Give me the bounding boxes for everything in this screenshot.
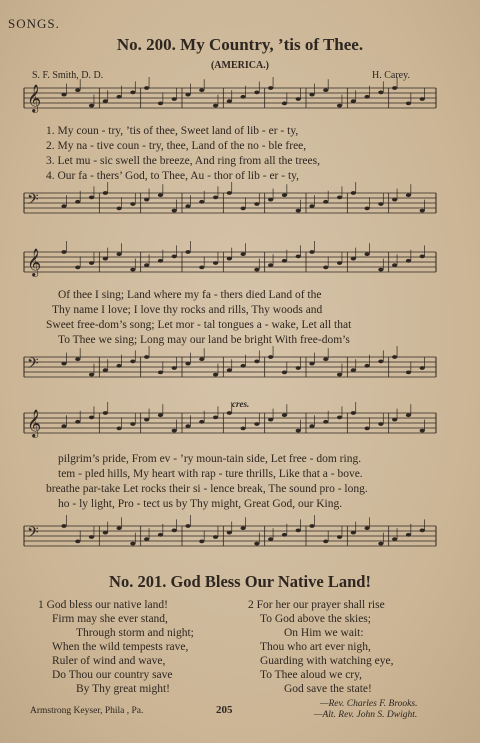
note-head bbox=[117, 95, 122, 99]
note-head bbox=[130, 91, 135, 95]
note-head bbox=[392, 537, 397, 541]
note-head bbox=[158, 533, 163, 537]
section-header: SONGS. bbox=[8, 16, 60, 31]
note-head bbox=[254, 202, 259, 206]
note-head bbox=[199, 200, 204, 204]
note-head bbox=[89, 373, 94, 377]
note-head bbox=[420, 529, 425, 533]
note-head bbox=[130, 202, 135, 206]
note-head bbox=[365, 252, 370, 256]
note-head bbox=[351, 99, 356, 103]
note-head bbox=[309, 362, 314, 366]
note-head bbox=[282, 102, 287, 106]
note-head bbox=[282, 533, 287, 537]
v1-line1: 1 God bless our native land! bbox=[38, 599, 168, 611]
note-head bbox=[351, 411, 356, 415]
note-head bbox=[365, 207, 370, 211]
note-head bbox=[296, 529, 301, 533]
note-head bbox=[61, 424, 66, 428]
note-head bbox=[130, 360, 135, 364]
note-head bbox=[117, 427, 122, 431]
note-head bbox=[406, 193, 411, 197]
note-head bbox=[144, 418, 149, 422]
system3-verse2: tem - pled hills, My heart with rap - ture thrills, Like that a - bove. bbox=[58, 468, 363, 480]
treble-clef-icon: 𝄞 bbox=[27, 248, 42, 276]
system2-verse2: Thy name I love; I love thy rocks and rills, Thy woods and bbox=[52, 304, 323, 316]
v1-line2: Firm may she ever stand, bbox=[52, 613, 168, 625]
note-head bbox=[241, 95, 246, 99]
v2-line4: Thou who art ever nigh, bbox=[260, 641, 371, 653]
note-head bbox=[213, 104, 218, 108]
note-head bbox=[241, 252, 246, 256]
bass-clef-icon: 𝄢 bbox=[27, 191, 39, 212]
note-head bbox=[406, 259, 411, 263]
note-head bbox=[61, 362, 66, 366]
note-head bbox=[130, 268, 135, 272]
note-head bbox=[378, 422, 383, 426]
system3-verse3: breathe par-take Let rocks their si - lence break, The sound pro - long. bbox=[46, 483, 368, 495]
note-head bbox=[199, 357, 204, 361]
note-head bbox=[130, 542, 135, 546]
note-head bbox=[392, 263, 397, 267]
note-head bbox=[268, 263, 273, 267]
note-head bbox=[406, 413, 411, 417]
v1-line4: When the wild tempests rave, bbox=[52, 641, 189, 653]
note-head bbox=[172, 255, 177, 259]
note-head bbox=[323, 88, 328, 92]
note-head bbox=[406, 371, 411, 375]
note-head bbox=[199, 540, 204, 544]
note-head bbox=[172, 529, 177, 533]
note-head bbox=[172, 429, 177, 433]
note-head bbox=[254, 360, 259, 364]
note-head bbox=[185, 524, 190, 528]
note-head bbox=[241, 207, 246, 211]
note-head bbox=[144, 86, 149, 90]
note-head bbox=[378, 360, 383, 364]
v1-line5: Ruler of wind and wave, bbox=[52, 655, 166, 667]
note-head bbox=[75, 540, 80, 544]
note-head bbox=[158, 193, 163, 197]
system2-verse1: Of thee I sing; Land where my fa - thers died Land of the bbox=[58, 289, 322, 301]
note-head bbox=[103, 99, 108, 103]
note-head bbox=[323, 357, 328, 361]
note-head bbox=[323, 540, 328, 544]
note-head bbox=[117, 252, 122, 256]
note-head bbox=[268, 355, 273, 359]
note-head bbox=[61, 93, 66, 97]
note-head bbox=[185, 93, 190, 97]
note-head bbox=[213, 196, 218, 200]
note-head bbox=[213, 373, 218, 377]
note-head bbox=[103, 411, 108, 415]
v2-line2: To God above the skies; bbox=[260, 613, 371, 625]
system1-verse4: 4. Our fa - thers’ God, to Thee, Au - thor of lib - er - ty, bbox=[46, 170, 300, 182]
system3-verse4: ho - ly light, Pro - tect us by Thy might, Great God, our King. bbox=[58, 498, 343, 510]
note-head bbox=[75, 420, 80, 424]
note-head bbox=[227, 99, 232, 103]
note-head bbox=[158, 102, 163, 106]
note-head bbox=[130, 422, 135, 426]
note-head bbox=[309, 424, 314, 428]
v1-line3: Through storm and night; bbox=[76, 627, 194, 639]
note-head bbox=[351, 531, 356, 535]
bass-clef-icon: 𝄢 bbox=[27, 355, 39, 376]
note-head bbox=[268, 418, 273, 422]
note-head bbox=[172, 97, 177, 101]
v2-line7: God save the state! bbox=[284, 683, 372, 695]
system1-verse2: 2. My na - tive coun - try, thee, Land of the no - ble free, bbox=[46, 140, 307, 152]
note-head bbox=[199, 266, 204, 270]
note-head bbox=[241, 526, 246, 530]
note-head bbox=[309, 524, 314, 528]
composer-credit: H. Carey. bbox=[372, 70, 410, 81]
treble-clef-icon: 𝄞 bbox=[27, 409, 42, 437]
note-head bbox=[254, 91, 259, 95]
note-head bbox=[268, 86, 273, 90]
note-head bbox=[309, 93, 314, 97]
note-head bbox=[89, 196, 94, 200]
note-head bbox=[103, 531, 108, 535]
note-head bbox=[406, 102, 411, 106]
hymn-201-title: No. 201. God Bless Our Native Land! bbox=[109, 572, 371, 591]
note-head bbox=[378, 91, 383, 95]
note-head bbox=[296, 97, 301, 101]
note-head bbox=[61, 204, 66, 208]
note-head bbox=[282, 413, 287, 417]
note-head bbox=[337, 196, 342, 200]
lyricist-credit: S. F. Smith, D. D. bbox=[32, 70, 104, 81]
note-head bbox=[172, 209, 177, 213]
note-head bbox=[117, 207, 122, 211]
note-head bbox=[392, 86, 397, 90]
note-head bbox=[323, 266, 328, 270]
note-head bbox=[337, 104, 342, 108]
note-head bbox=[351, 257, 356, 261]
note-head bbox=[199, 420, 204, 424]
note-head bbox=[378, 268, 383, 272]
note-head bbox=[241, 427, 246, 431]
note-head bbox=[144, 355, 149, 359]
note-head bbox=[89, 535, 94, 539]
note-head bbox=[75, 200, 80, 204]
note-head bbox=[351, 368, 356, 372]
note-head bbox=[365, 526, 370, 530]
note-head bbox=[420, 97, 425, 101]
note-head bbox=[103, 257, 108, 261]
note-head bbox=[309, 250, 314, 254]
note-head bbox=[89, 104, 94, 108]
credit-dwight: —Alt. Rev. John S. Dwight. bbox=[314, 710, 418, 720]
note-head bbox=[392, 198, 397, 202]
hymn-200-title: No. 200. My Country, ’tis of Thee. bbox=[116, 35, 364, 54]
note-head bbox=[309, 204, 314, 208]
note-head bbox=[365, 95, 370, 99]
note-head bbox=[61, 250, 66, 254]
note-head bbox=[323, 420, 328, 424]
system3-verse1: pilgrim’s pride, From ev - ’ry moun-tain side, Let free - dom ring. bbox=[58, 453, 362, 465]
v1-line6: Do Thou our country save bbox=[52, 669, 173, 681]
note-head bbox=[392, 355, 397, 359]
credit-brooks: —Rev. Charles F. Brooks. bbox=[320, 699, 418, 709]
note-head bbox=[420, 255, 425, 259]
system1-verse3: 3. Let mu - sic swell the breeze, And ring from all the trees, bbox=[46, 155, 320, 167]
bass-clef-icon: 𝄢 bbox=[27, 524, 39, 545]
note-head bbox=[268, 198, 273, 202]
note-head bbox=[227, 191, 232, 195]
note-head bbox=[241, 364, 246, 368]
crescendo-marking: cres. bbox=[232, 399, 250, 409]
note-head bbox=[144, 537, 149, 541]
note-head bbox=[296, 366, 301, 370]
v2-line6: To Thee aloud we cry, bbox=[260, 669, 363, 681]
note-head bbox=[351, 191, 356, 195]
note-head bbox=[117, 526, 122, 530]
note-head bbox=[282, 259, 287, 263]
note-head bbox=[144, 263, 149, 267]
note-head bbox=[158, 371, 163, 375]
note-head bbox=[117, 364, 122, 368]
note-head bbox=[185, 250, 190, 254]
note-head bbox=[268, 537, 273, 541]
note-head bbox=[254, 542, 259, 546]
v1-line7: By Thy great might! bbox=[76, 683, 171, 695]
note-head bbox=[254, 422, 259, 426]
note-head bbox=[392, 418, 397, 422]
note-head bbox=[337, 373, 342, 377]
treble-clef-icon: 𝄞 bbox=[27, 84, 42, 112]
system2-verse4: To Thee we sing; Long may our land be bright With free-dom’s bbox=[58, 334, 350, 346]
note-head bbox=[172, 366, 177, 370]
note-head bbox=[89, 261, 94, 265]
note-head bbox=[406, 533, 411, 537]
note-head bbox=[144, 198, 149, 202]
note-head bbox=[378, 542, 383, 546]
publisher-imprint: Armstrong Keyser, Phila , Pa. bbox=[30, 706, 144, 716]
note-head bbox=[213, 416, 218, 420]
v2-line1: 2 For her our prayer shall rise bbox=[248, 599, 385, 611]
note-head bbox=[213, 261, 218, 265]
note-head bbox=[61, 524, 66, 528]
note-head bbox=[75, 357, 80, 361]
note-head bbox=[185, 204, 190, 208]
note-head bbox=[185, 424, 190, 428]
note-head bbox=[227, 531, 232, 535]
note-head bbox=[158, 259, 163, 263]
note-head bbox=[337, 416, 342, 420]
note-head bbox=[227, 257, 232, 261]
note-head bbox=[75, 266, 80, 270]
note-head bbox=[227, 368, 232, 372]
note-head bbox=[213, 535, 218, 539]
note-head bbox=[282, 371, 287, 375]
note-head bbox=[254, 268, 259, 272]
note-head bbox=[420, 429, 425, 433]
v2-line3: On Him we wait: bbox=[284, 627, 364, 639]
note-head bbox=[296, 255, 301, 259]
note-head bbox=[323, 200, 328, 204]
note-head bbox=[365, 364, 370, 368]
note-head bbox=[337, 261, 342, 265]
note-head bbox=[365, 427, 370, 431]
note-head bbox=[296, 209, 301, 213]
v2-line5: Guarding with watching eye, bbox=[260, 655, 394, 667]
note-head bbox=[282, 193, 287, 197]
note-head bbox=[420, 209, 425, 213]
note-head bbox=[337, 535, 342, 539]
note-head bbox=[75, 88, 80, 92]
note-head bbox=[185, 362, 190, 366]
note-head bbox=[378, 202, 383, 206]
note-head bbox=[89, 416, 94, 420]
tune-name: (AMERICA.) bbox=[210, 60, 270, 71]
note-head bbox=[103, 368, 108, 372]
note-head bbox=[199, 88, 204, 92]
note-head bbox=[420, 366, 425, 370]
page-number: 205 bbox=[216, 704, 233, 716]
note-head bbox=[158, 413, 163, 417]
note-head bbox=[103, 191, 108, 195]
system2-verse3: Sweet free-dom’s song; Let mor - tal tongues a - wake, Let all that bbox=[46, 319, 352, 331]
note-head bbox=[296, 429, 301, 433]
note-head bbox=[227, 411, 232, 415]
system1-verse1: 1. My coun - try, ’tis of thee, Sweet land of lib - er - ty, bbox=[46, 125, 299, 137]
